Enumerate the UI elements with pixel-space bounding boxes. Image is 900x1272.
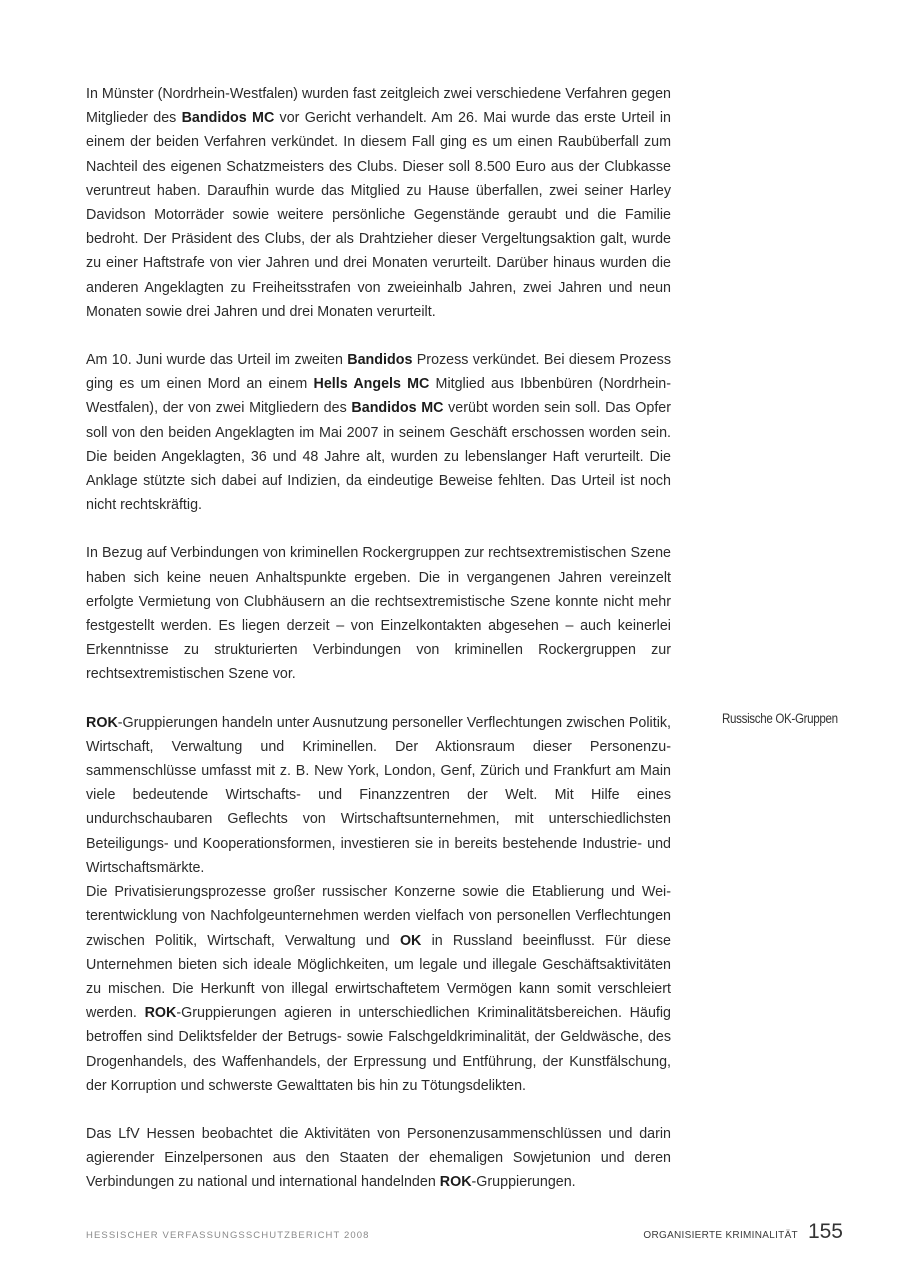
bold-term: ROK	[86, 714, 118, 731]
text-run: -Gruppierungen agieren in unterschiedlichen Kriminalitätsbereichen. Häufig betroffen sind Deliktsfelder der Betrugs- sowie Falschgeldkriminalität, der Geldwäsche, des Drogenhandels, des Waffenhandels, der Erpressung und Entführung, der Kunstfälschung, der Korruption und schwerste Gewalttaten bis hin zu Tötungsdelikten.	[86, 1005, 671, 1094]
body-text	[86, 82, 671, 1195]
margin-note: Russische OK-Gruppen	[722, 711, 838, 726]
text-run: vor Gericht verhandelt. Am 26. Mai wurde das erste Urteil in einem der beiden Verfahren verkündet. In diesem Fall ging es um einen Raubüberfall zum Nachteil des eigenen Schatzmeisters des Clubs. Dieser soll 8.500 Euro aus der Clubkasse veruntreut haben. Daraufhin wurde das Mitglied zu Hause überfallen, zwei seiner Harley Davidson Motorräder sowie weitere persönliche Gegenstände geraubt und die Familie bedroht. Der Präsident des Clubs, der als Drahtzieher dieser Vergeltungsaktion galt, wurde zu einer Haftstrafe von vier Jahren und drei Monaten verurteilt. Darüber hinaus wurden die anderen Angeklagten zu Freiheitsstrafen von zweieinhalb Jahren, zwei Jahren und neun Monaten sowie drei Jahren und drei Monaten verurteilt.	[86, 110, 671, 320]
paragraph	[86, 82, 671, 324]
text-run: Das LfV Hessen beobachtet die Aktivitäten von Personenzusammenschlüssen und darin agierender Einzelpersonen aus den Staaten der ehemaligen Sowjetunion und deren Verbindungen zu national und international handelnden	[86, 1125, 671, 1191]
footer-right	[643, 1220, 843, 1244]
text-run: Prozess verkündet. Bei diesem Prozess ging es um einen Mord an einem	[86, 352, 671, 393]
bold-term: Bandidos MC	[181, 110, 275, 127]
paragraph	[86, 1122, 671, 1195]
text-run: Mitglied aus Ibbenbüren (Nordrhein-Westfalen), der von zwei Mitgliedern des	[86, 376, 671, 417]
footer-publication: HESSISCHER VERFASSUNGSSCHUTZBERICHT 2008	[86, 1230, 370, 1241]
bold-term: ROK	[439, 1174, 472, 1191]
bold-term: OK	[399, 932, 422, 949]
bold-term: Hells Angels MC	[313, 376, 430, 393]
text-run: -Gruppierungen handeln unter Ausnutzung personeller Verflechtungen zwischen Politik, Wirtschaft, Verwaltung und Kriminellen. Der Aktionsraum dieser Personenzusammenschlüsse umfasst mit z. B. New York, London, Genf, Zürich und Frankfurt am Main viele bedeutende Wirtschafts- und Finanzzentren der Welt. Mit Hilfe eines undurchschaubaren Geflechts von Wirtschaftsunternehmen, mit unterschiedlichsten Beteiligungs- und Kooperationsformen, investieren sie in bereits bestehende Industrie- und Wirtschaftsmärkte.	[86, 714, 671, 876]
paragraph	[86, 880, 671, 1098]
paragraph	[86, 711, 671, 880]
paragraph	[86, 348, 671, 517]
text-run: Die Privatisierungsprozesse großer russischer Konzerne sowie die Etablierung und Weiterentwicklung von Nachfolgeunternehmen werden vielfach von personellen Verflechtungen zwischen Politik, Wirtschaft, Verwaltung und	[86, 884, 671, 949]
paragraph	[86, 541, 671, 686]
text-run: In Bezug auf Verbindungen von kriminellen Rockergruppen zur rechtsextremistischen Szene haben sich keine neuen Anhaltspunkte ergeben. Die in vergangenen Jahren vereinzelt erfolgte Vermietung von Clubhäusern an die rechtsextremistische Szene konnte nicht mehr festgestellt werden. Es liegen derzeit – von Einzelkontakten abgesehen – auch keinerlei Erkenntnisse zu strukturierten Verbindungen von kriminellen Rockergruppen zur rechtsextremistischen Szene vor.	[86, 545, 671, 683]
text-run: In Münster (Nordrhein-Westfalen) wurden fast zeitgleich zwei verschiedene Verfahren gegen Mitglieder des	[86, 86, 671, 127]
text-run: in Russland beeinflusst. Für diese Unternehmen bieten sich ideale Möglichkeiten, um legale und illegale Geschäftsaktivitäten zu mischen. Die Herkunft von illegal erwirtschaftetem Vermögen kann somit verschleiert werden.	[86, 932, 671, 1022]
footer-section-title: ORGANISIERTE KRIMINALITÄT	[643, 1230, 798, 1241]
bold-term: Bandidos MC	[351, 400, 444, 417]
text-run: Am 10. Juni wurde das Urteil im zweiten	[86, 352, 348, 369]
text-run: -Gruppierungen.	[471, 1174, 576, 1191]
bold-term: ROK	[144, 1005, 177, 1022]
page-number: 155	[807, 1220, 843, 1243]
text-run: verübt worden sein soll. Das Opfer soll von den beiden Angeklagten im Mai 2007 in seinem Geschäft erschossen worden sein. Die beiden Angeklagten, 36 und 48 Jahre alt, wurden zu lebenslanger Haft verurteilt. Die Anklage stützte sich dabei auf Indizien, da eindeutige Beweise fehlten. Das Urteil ist noch nicht rechtskräftig.	[86, 400, 672, 514]
bold-term: Bandidos	[347, 352, 413, 369]
